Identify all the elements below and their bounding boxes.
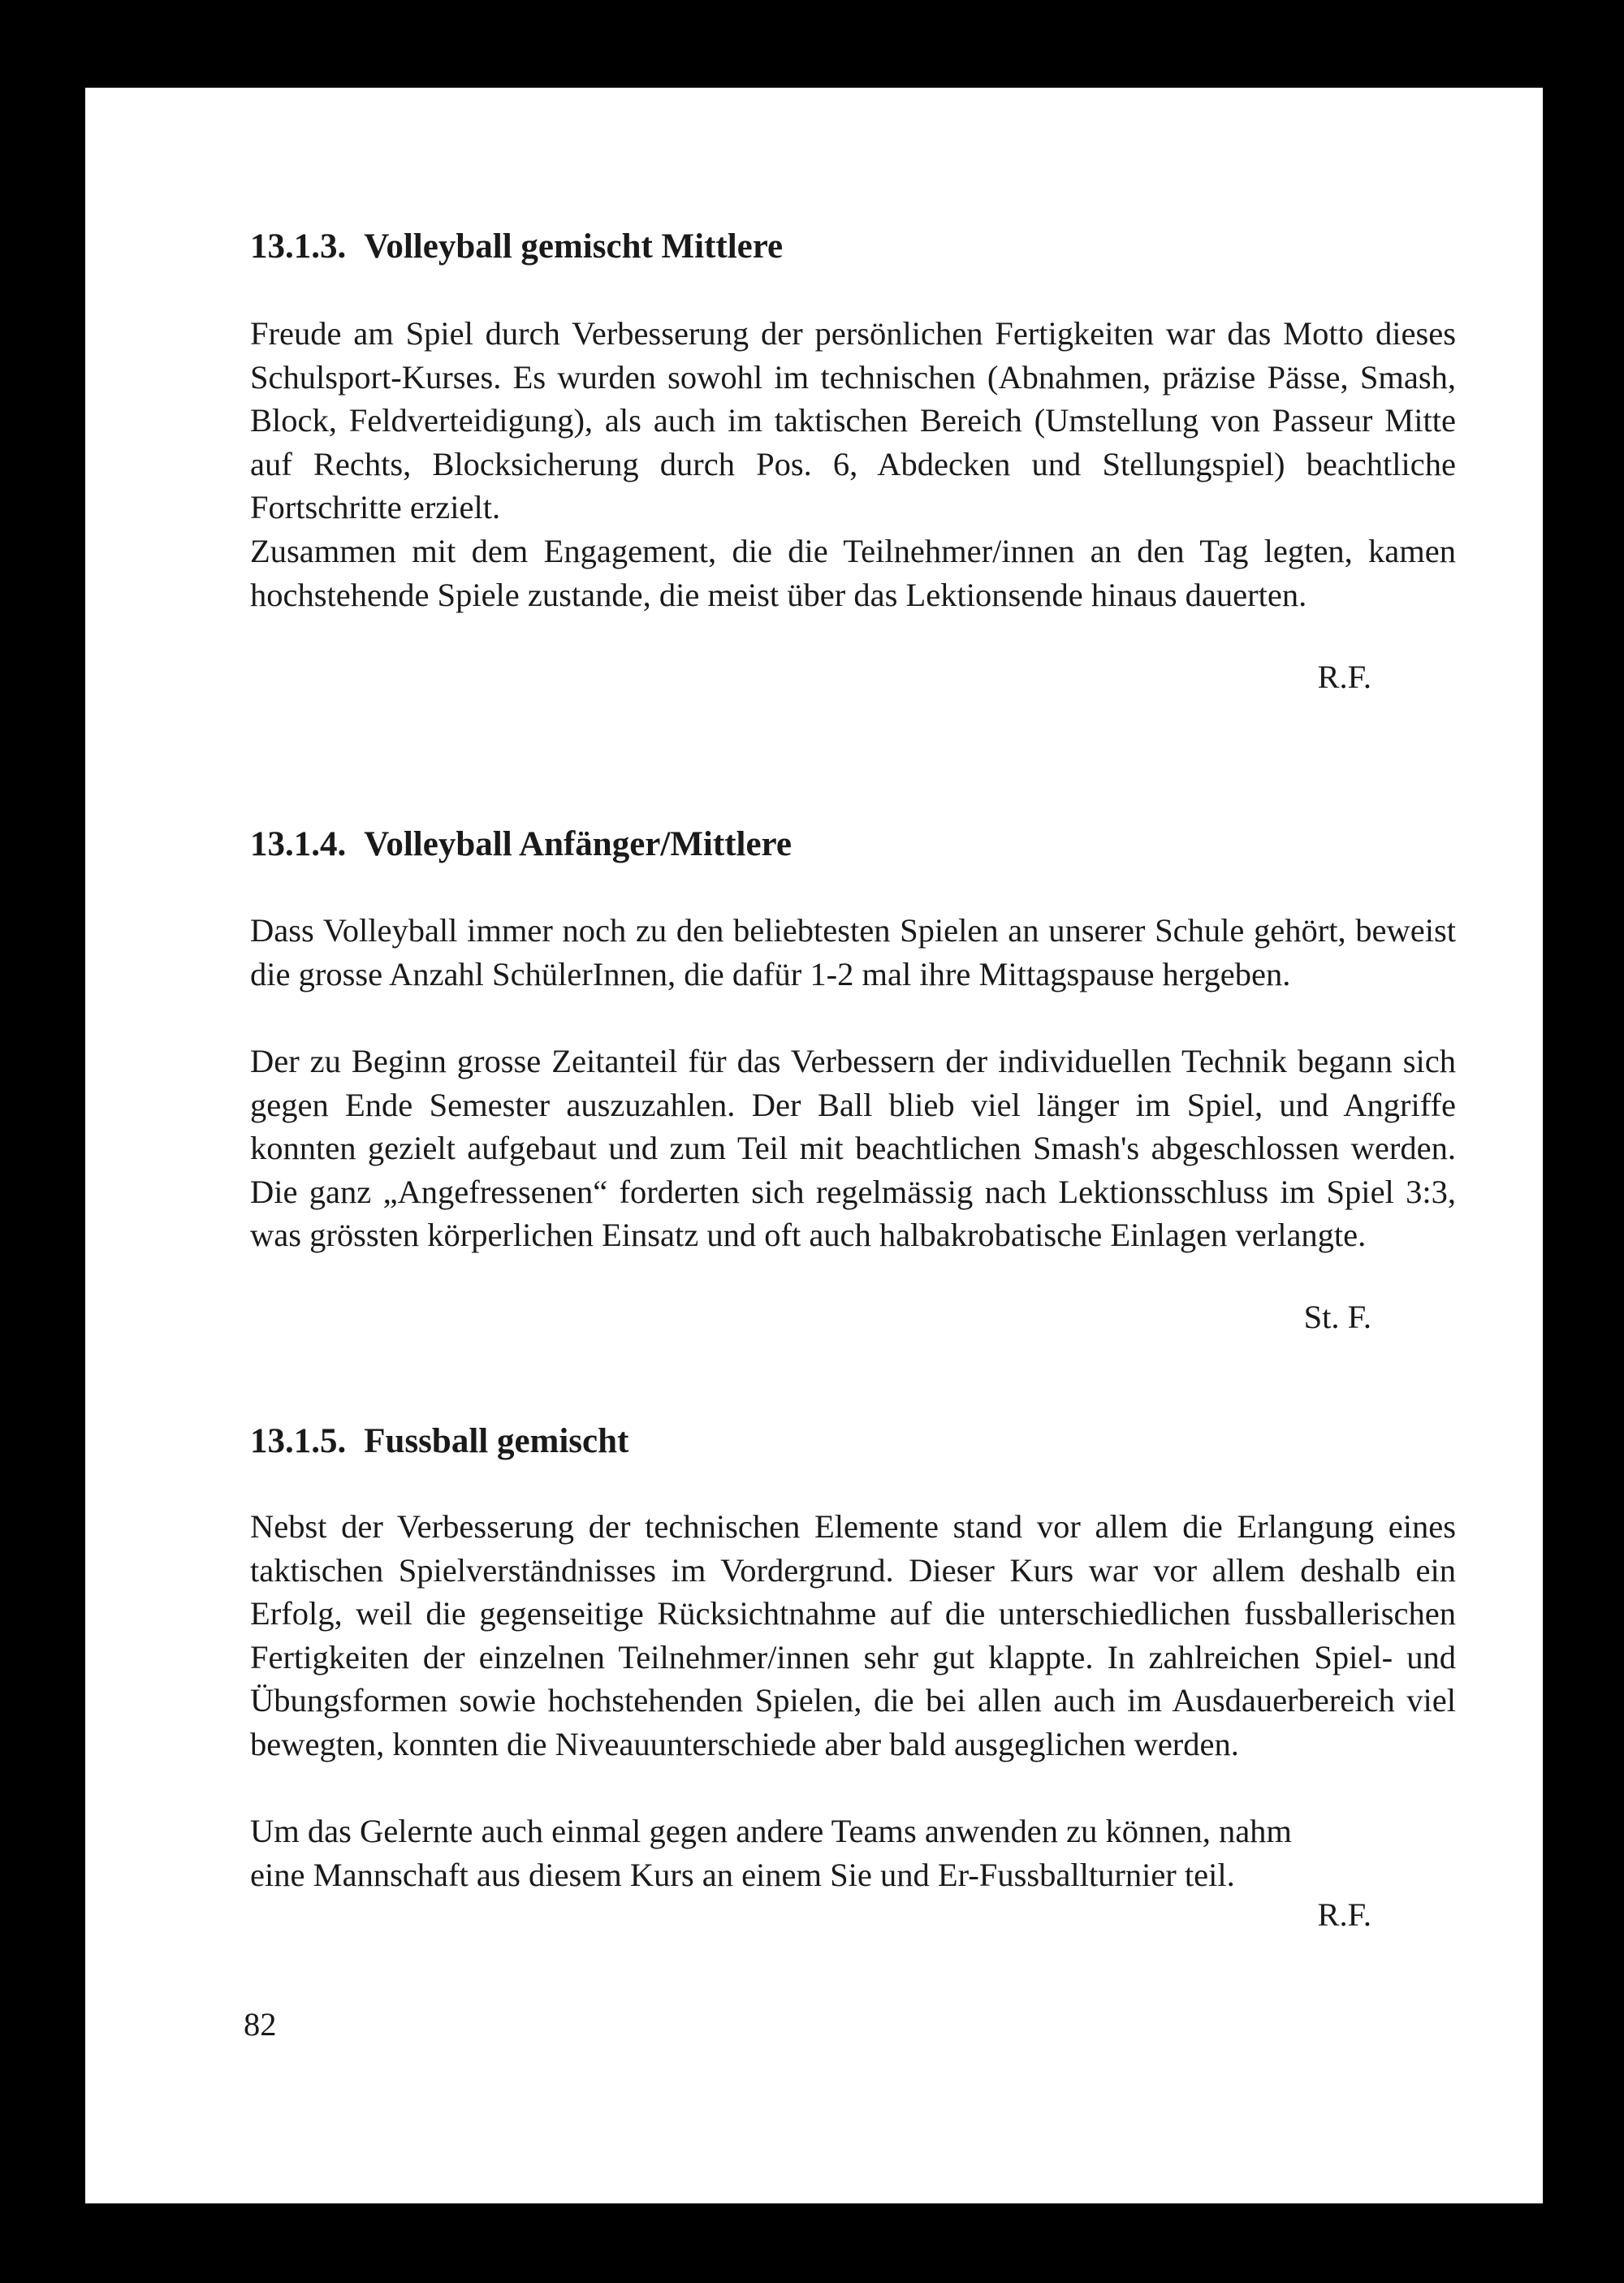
section-heading-13-1-5	[250, 1424, 628, 1459]
section-paragraph: Zusammen mit dem Engagement, die die Teilnehmer/innen an den Tag legten, kamen hochstehende Spiele zustande, die meist über das Lektionsende hinaus dauerten.	[250, 533, 1456, 613]
section-paragraph: Freude am Spiel durch Verbesserung der persönlichen Fertigkeiten war das Motto dieses Schulsport-Kurses. Es wurden sowohl im technischen (Abnahmen, präzise Pässe, Smash, Block, Feldverteidigung), als auch im taktischen Bereich (Umstellung von Passeur Mitte auf Rechts, Blocksicherung durch Pos. 6, Abdecken und Stellungspiel) beachtliche Fortschritte erzielt.	[250, 315, 1456, 525]
section-heading-13-1-4	[250, 827, 792, 862]
section-heading-13-1-3	[250, 229, 783, 264]
section-paragraph: Um das Gelernte auch einmal gegen andere Teams anwenden zu können, nahm eine Mannschaft aus diesem Kurs an einem Sie und Er-Fussballturnier teil.	[250, 1813, 1292, 1893]
document-page	[85, 88, 1543, 2203]
page-number: 82	[244, 2006, 277, 2043]
section-title: Volleyball Anfänger/Mittlere	[364, 825, 792, 863]
section-paragraph: Der zu Beginn grosse Zeitanteil für das Verbessern der individuellen Technik begann sich gegen Ende Semester auszuzahlen. Der Ball blieb viel länger im Spiel, und Angriffe konnten gezielt aufgebaut und zum Teil mit beachtlichen Smash's abgeschlossen werden. Die ganz „Angefressenen“ forderten sich regelmässig nach Lektionsschluss im Spiel 3:3, was grössten körperlichen Einsatz und oft auch halbakrobatische Einlagen verlangte.	[250, 1043, 1456, 1253]
section-paragraph: Dass Volleyball immer noch zu den beliebtesten Spielen an unserer Schule gehört, beweist die grosse Anzahl SchülerInnen, die dafür 1-2 mal ihre Mittagspause hergeben.	[250, 912, 1456, 992]
section-title: Volleyball gemischt Mittlere	[364, 227, 784, 266]
section-number: 13.1.4.	[250, 825, 347, 863]
section-author: St. F.	[1303, 1299, 1371, 1335]
section-title: Fussball gemischt	[364, 1422, 629, 1460]
section-number: 13.1.5.	[250, 1422, 347, 1460]
section-number: 13.1.3.	[250, 227, 347, 266]
section-author: R.F.	[1317, 1896, 1371, 1933]
section-author: R.F.	[1317, 659, 1371, 695]
section-paragraph: Nebst der Verbesserung der technischen Elemente stand vor allem die Erlangung eines taktischen Spielverständnisses im Vordergrund. Dieser Kurs war vor allem deshalb ein Erfolg, weil die gegenseitige Rücksichtnahme auf die unterschiedlichen fussballerischen Fertigkeiten der einzelnen Teilnehmer/innen sehr gut klappte. In zahlreichen Spiel- und Übungsformen sowie hochstehenden Spielen, die bei allen auch im Ausdauerbereich viel bewegten, konnten die Niveauunterschiede aber bald ausgeglichen werden.	[250, 1508, 1456, 1762]
